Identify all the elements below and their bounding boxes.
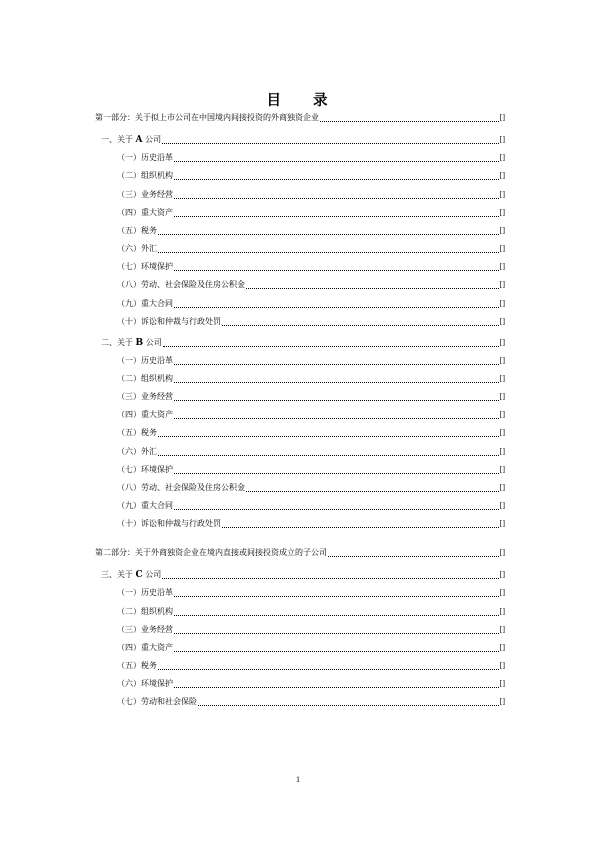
toc-page-ref: [] — [499, 501, 505, 510]
toc-page-ref: [] — [499, 316, 505, 326]
toc-entry-label — [101, 568, 161, 582]
dot-leader — [174, 197, 499, 199]
toc-entry-label: （九）重大合同 — [117, 298, 173, 308]
toc-entry-label: （九）重大合同 — [117, 501, 173, 510]
toc-entry-label: （四）重大资产 — [117, 410, 173, 420]
toc-page-ref: [] — [499, 189, 505, 199]
toc-entry-label: （一）历史沿革 — [117, 355, 173, 365]
toc-page-ref: [] — [499, 606, 505, 616]
toc-section-prefix: 三、关于 — [101, 570, 136, 580]
toc-page-ref: [] — [499, 446, 505, 456]
toc-section-prefix: 一、关于 — [101, 135, 136, 145]
toc-title — [0, 89, 596, 110]
dot-leader — [246, 490, 499, 492]
toc-entry-item[interactable] — [117, 315, 505, 329]
toc-section-company: C — [135, 570, 143, 581]
toc-entry-label: （十）诉讼和仲裁与行政处罚 — [117, 316, 221, 326]
dot-leader — [174, 306, 499, 308]
dot-leader — [174, 417, 499, 419]
toc-entry-label: （七）劳动和社会保险 — [117, 697, 197, 707]
dot-leader — [174, 686, 499, 688]
toc-page-ref: [] — [499, 679, 505, 689]
toc-page-ref: [] — [499, 392, 505, 402]
toc-title-left: 目 — [266, 92, 283, 109]
toc-entry-label: （四）重大资产 — [117, 207, 173, 217]
toc-entry-item[interactable] — [117, 659, 505, 673]
toc-entry-label: （三）业务经营 — [117, 189, 173, 199]
dot-leader — [320, 120, 499, 122]
toc-page-ref: [] — [499, 207, 505, 217]
toc-page-ref: [] — [499, 548, 505, 558]
toc-page-ref: [] — [499, 464, 505, 474]
dot-leader — [174, 399, 499, 401]
toc-section-company: B — [135, 337, 144, 348]
toc-entry-item[interactable] — [117, 169, 505, 183]
dot-leader — [163, 345, 499, 347]
toc-entry-item[interactable] — [117, 278, 505, 292]
toc-entry-item[interactable] — [117, 605, 505, 619]
toc-page-ref: [] — [499, 355, 505, 365]
toc-entry-part[interactable] — [95, 111, 505, 125]
dot-leader — [198, 704, 499, 706]
toc-entry-label: （八）劳动、社会保险及住房公积金 — [117, 482, 245, 492]
toc-entry-item[interactable] — [117, 695, 505, 709]
toc-entry-item[interactable] — [117, 206, 505, 220]
toc-entry-label: （二）组织机构 — [117, 171, 173, 181]
dot-leader — [158, 454, 499, 456]
dot-leader — [158, 435, 499, 437]
toc-entry-item[interactable] — [117, 408, 505, 422]
toc-entry-label: （六）外汇 — [117, 244, 157, 254]
dot-leader — [174, 632, 499, 634]
toc-entry-label: （二）组织机构 — [117, 606, 173, 616]
toc-page-ref: [] — [499, 428, 505, 438]
toc-page-ref: [] — [499, 410, 505, 420]
toc-entry-item[interactable] — [117, 426, 505, 440]
toc-entry-label: （五）税务 — [117, 428, 157, 438]
toc-entry-label: （十）诉讼和仲裁与行政处罚 — [117, 519, 221, 529]
dot-leader — [174, 215, 499, 217]
toc-entry-item[interactable] — [117, 390, 505, 404]
page-number: 1 — [296, 775, 300, 784]
toc-entry-label: （六）外汇 — [117, 446, 157, 456]
toc-page-ref: [] — [499, 519, 505, 529]
toc-entry-label: （二）组织机构 — [117, 373, 173, 383]
toc-entry-label: （一）历史沿革 — [117, 588, 173, 598]
toc-page-ref: [] — [499, 298, 505, 308]
dot-leader — [162, 577, 498, 579]
toc-entry-label: 第二部分：关于外商独资企业在境内直接或间接投资成立的子公司 — [95, 548, 327, 558]
toc-page-ref: [] — [499, 337, 505, 347]
dot-leader — [158, 251, 499, 253]
toc-entry-label: （三）业务经营 — [117, 624, 173, 634]
toc-entry-item[interactable] — [117, 445, 505, 459]
toc-entry-item[interactable] — [117, 297, 505, 311]
toc-page-ref: [] — [499, 171, 505, 181]
dot-leader — [158, 668, 499, 670]
toc-page-ref: [] — [499, 661, 505, 671]
toc-entry-item[interactable] — [117, 224, 505, 238]
toc-entry-label — [101, 133, 161, 147]
toc-entry-item[interactable] — [117, 517, 505, 531]
toc-entry-item[interactable] — [117, 242, 505, 256]
toc-entry-item[interactable] — [117, 260, 505, 274]
toc-entry-item[interactable] — [117, 463, 505, 477]
toc-entry-label: （七）环境保护 — [117, 262, 173, 272]
toc-entry-item[interactable] — [117, 586, 505, 600]
toc-entry-item[interactable] — [117, 188, 505, 202]
dot-leader — [328, 555, 499, 557]
toc-page-ref: [] — [499, 642, 505, 652]
toc-entry-label — [101, 336, 162, 350]
toc-page-ref: [] — [499, 244, 505, 254]
toc-page-ref: [] — [499, 588, 505, 598]
dot-leader — [174, 614, 499, 616]
toc-entry-label: 第一部分：关于拟上市公司在中国境内间接投资的外商独资企业 — [95, 113, 319, 122]
dot-leader — [174, 363, 499, 365]
toc-page-ref: [] — [499, 225, 505, 235]
toc-page-ref: [] — [499, 153, 505, 163]
toc-entry-label: （七）环境保护 — [117, 464, 173, 474]
dot-leader — [174, 472, 499, 474]
toc-entry-label: （四）重大资产 — [117, 642, 173, 652]
toc-page-ref: [] — [499, 570, 505, 580]
toc-page-ref: [] — [499, 135, 505, 145]
toc-section-prefix: 二、关于 — [101, 337, 136, 347]
toc-entry-item[interactable] — [117, 151, 505, 165]
toc-page-ref: [] — [499, 697, 505, 707]
toc-entry-item[interactable] — [117, 677, 505, 691]
toc-section-suffix: 公司 — [142, 570, 162, 580]
toc-entry-label: （一）历史沿革 — [117, 153, 173, 163]
dot-leader — [174, 650, 499, 652]
toc-entry-sec[interactable] — [101, 336, 505, 350]
dot-leader — [174, 269, 499, 271]
dot-leader — [222, 526, 499, 528]
dot-leader — [174, 508, 499, 510]
toc-page-ref: [] — [499, 624, 505, 634]
dot-leader — [158, 233, 499, 235]
toc-entry-item[interactable] — [117, 354, 505, 368]
toc-page-ref: [] — [499, 482, 505, 492]
dot-leader — [174, 381, 499, 383]
toc-page-ref: [] — [499, 262, 505, 272]
toc-section-company: A — [135, 135, 143, 146]
dot-leader — [174, 595, 499, 597]
toc-page-ref: [] — [499, 113, 505, 122]
toc-entry-item[interactable] — [117, 499, 505, 513]
toc-page-ref: [] — [499, 373, 505, 383]
dot-leader — [222, 324, 499, 326]
toc-entry-item[interactable] — [117, 372, 505, 386]
dot-leader — [246, 287, 499, 289]
toc-section-suffix: 公司 — [143, 337, 162, 347]
toc-entry-label: （五）税务 — [117, 225, 157, 235]
toc-entry-label: （五）税务 — [117, 661, 157, 671]
toc-entry-label: （六）环境保护 — [117, 679, 173, 689]
toc-entry-sec[interactable] — [101, 568, 505, 582]
dot-leader — [162, 142, 499, 144]
dot-leader — [174, 160, 499, 162]
toc-page-ref: [] — [499, 280, 505, 290]
toc-section-suffix: 公司 — [142, 135, 162, 145]
toc-entry-label: （八）劳动、社会保险及住房公积金 — [117, 280, 245, 290]
toc-title-right: 录 — [313, 92, 330, 109]
toc-entry-label: （三）业务经营 — [117, 392, 173, 402]
toc-entry-item[interactable] — [117, 623, 505, 637]
toc-entry-part[interactable] — [95, 546, 505, 560]
toc-entry-item[interactable] — [117, 481, 505, 495]
toc-entry-sec[interactable] — [101, 133, 505, 147]
toc-entry-item[interactable] — [117, 641, 505, 655]
dot-leader — [174, 178, 499, 180]
